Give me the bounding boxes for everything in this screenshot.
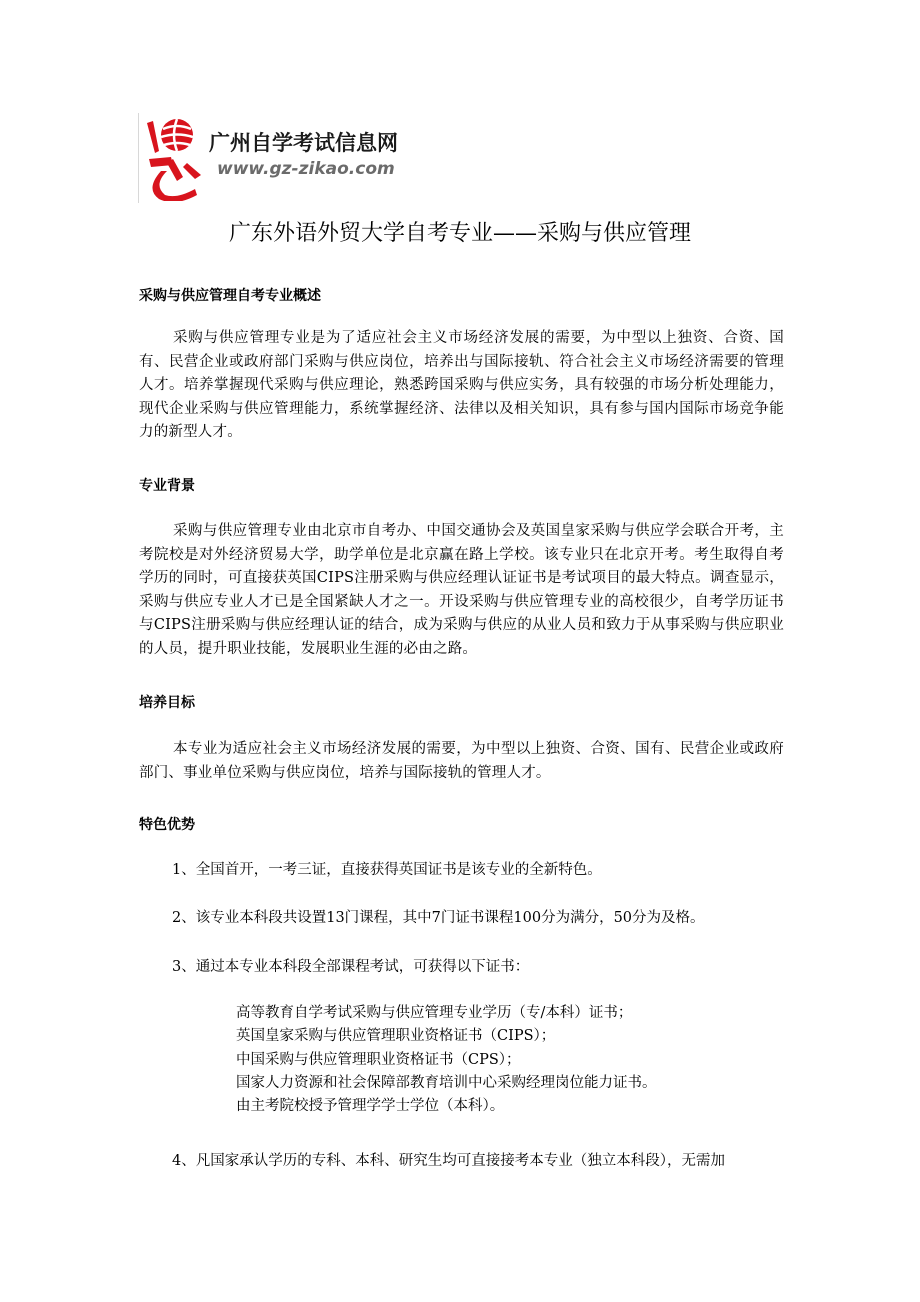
certificate-list <box>236 1002 657 1118</box>
feature-item-4: 4、凡国家承认学历的专科、本科、研究生均可直接接考本专业（独立本科段），无需加 <box>172 1153 725 1169</box>
certificate-item: 由主考院校授予管理学学士学位（本科）。 <box>236 1098 505 1115</box>
paragraph-overview: 采购与供应管理专业是为了适应社会主义市场经济发展的需要，为中型以上独资、合资、国有、民营企业或政府部门采购与供应岗位，培养出与国际接轨、符合社会主义市场经济需要的管理人才。培养掌握现代采购与供应理论，熟悉跨国采购与供应实务，具有较强的市场分析处理能力，现代企业采购与供应管理能力，系统掌握经济、法律以及相关知识，具有参与国内国际市场竞争能力的新型人才。 <box>139 330 784 440</box>
section-heading-background: 专业背景 <box>139 478 195 494</box>
site-logo[interactable] <box>138 113 398 203</box>
certificate-item: 英国皇家采购与供应管理职业资格证书（CIPS）； <box>236 1028 556 1045</box>
paragraph-background: 采购与供应管理专业由北京市自考办、中国交通协会及英国皇家采购与供应学会联合开考，主考院校是对外经济贸易大学，助学单位是北京赢在路上学校。该专业只在北京开考。考生取得自考学历的同时，可直接获英国CIPS注册采购与供应经理认证证书是考试项目的最大特点。调查显示，采购与供应专业人才已是全国紧缺人才之一。开设采购与供应管理专业的高校很少，自考学历证书与CIPS注册采购与供应经理认证的结合，成为采购与供应的从业人员和致力于从事采购与供应职业的人员，提升职业技能，发展职业生涯的必由之路。 <box>139 523 784 657</box>
page-title: 广东外语外贸大学自考专业——采购与供应管理 <box>228 221 691 246</box>
certificate-item: 中国采购与供应管理职业资格证书（CPS）； <box>236 1051 521 1068</box>
feature-item-3: 3、通过本专业本科段全部课程考试，可获得以下证书： <box>172 959 530 975</box>
logo-emblem-icon <box>143 115 209 201</box>
feature-item-1: 1、全国首开，一考三证，直接获得英国证书是该专业的全新特色。 <box>172 862 602 878</box>
section-heading-features: 特色优势 <box>139 817 195 833</box>
paragraph-goal: 本专业为适应社会主义市场经济发展的需要，为中型以上独资、合资、国有、民营企业或政府部门、事业单位采购与供应岗位，培养与国际接轨的管理人才。 <box>139 741 784 781</box>
section-heading-goal: 培养目标 <box>139 695 195 711</box>
logo-title: 广州自学考试信息网 <box>209 131 398 155</box>
certificate-item: 国家人力资源和社会保障部教育培训中心采购经理岗位能力证书。 <box>236 1074 657 1091</box>
certificate-item: 高等教育自学考试采购与供应管理专业学历（专/本科）证书； <box>236 1005 633 1021</box>
section-heading-overview: 采购与供应管理自考专业概述 <box>139 288 321 304</box>
feature-item-2: 2、该专业本科段共设置13门课程，其中7门证书课程100分为满分，50分为及格。 <box>172 910 705 926</box>
logo-url: www.gz-zikao.com <box>217 159 395 179</box>
